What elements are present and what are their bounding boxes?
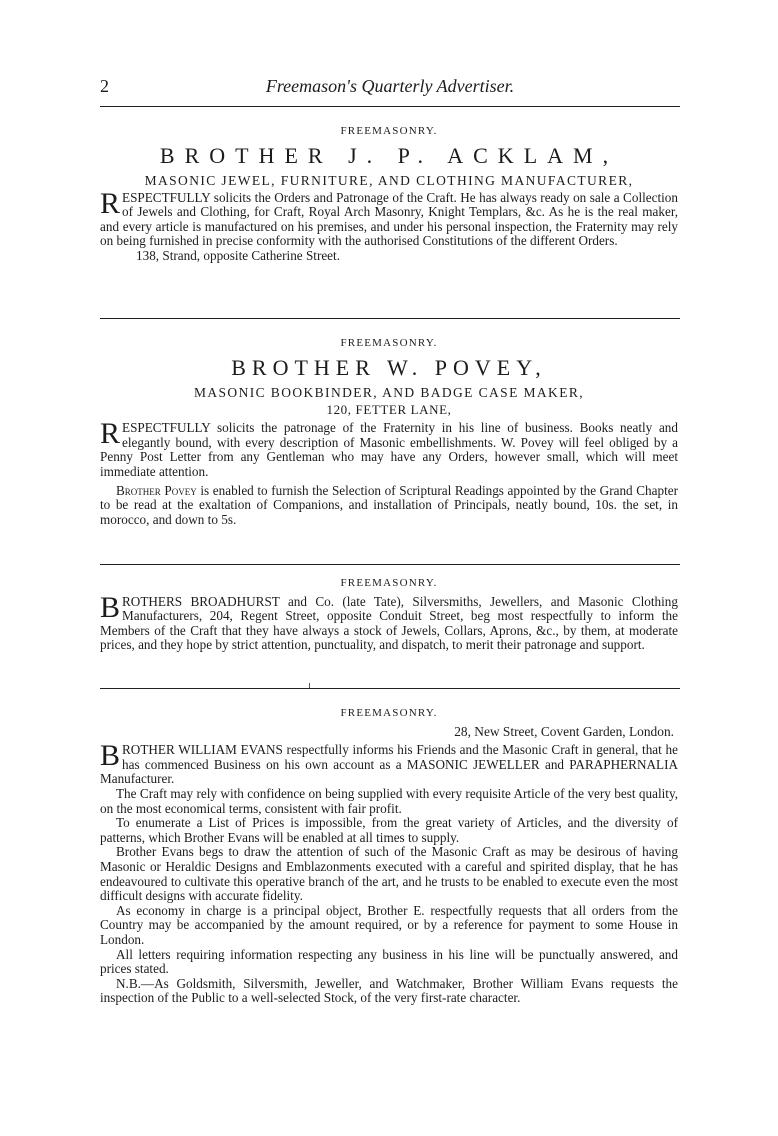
advert-body-text: ESPECTFULLY solicits the Orders and Patronage of the Craft. He has always ready on sale a Collection of Jewels and Clothing, for Craft, Royal Arch Masonry, Knight Templars, &c. As he is the real maker, and every article is manufactured on his premises, and under his personal inspection, the Fraternity may rely on being furnished in precise conformity with the authorised Constitutions of the different Orders. [100,189,678,249]
advert-body-text: ROTHER WILLIAM EVANS respectfully informs his Friends and the Masonic Craft in general, that he has commenced Business on his own account as a MASONIC JEWELLER and PARAPHERNALIA Manufacturer. [100,742,678,787]
advertiser-trade: MASONIC BOOKBINDER, AND BADGE CASE MAKER, [193,384,585,400]
advert-paragraph: The Craft may rely with confidence on being supplied with every requisite Article of the very best quality, on the most economical terms, consistent with fair profit. [100,785,678,816]
section-rule [100,688,680,689]
advertiser-name-smallcaps: Brother Povey [116,482,197,498]
advert-paragraph: N.B.—As Goldsmith, Silversmith, Jeweller, and Watchmaker, Brother William Evans requests the inspection of the Public to a well-selected Stock, of the very first-rate character. [100,975,678,1006]
advert-body [100,417,678,479]
drop-cap: B [100,590,121,624]
advertiser-trade: MASONIC JEWEL, FURNITURE, AND CLOTHING MANUFACTURER, [144,172,634,188]
advert-body [100,186,678,249]
advertiser-address: 28, New Street, Covent Garden, London. [454,723,674,739]
header-rule [100,106,680,107]
drop-cap: R [100,417,121,451]
page-header [100,76,680,104]
advert-heading: FREEMASONRY. [340,337,438,349]
advert-paragraph: As economy in charge is a principal object, Brother E. respectfully requests that all orders from the Country may be accompanied by the amount required, or by a reference for payment to some House in London. [100,902,678,947]
advert-body-text: ESPECTFULLY solicits the patronage of the Fraternity in his line of business. Books neatly and elegantly bound, with every description of Masonic embellishments. W. Povey will feel obliged by a Penny Post Letter from any Gentleman who may have any Orders, however small, which will meet immediate attention. [100,420,678,479]
advert-povey [100,336,678,527]
drop-cap: B [100,739,121,773]
section-rule [100,564,680,565]
advert-paragraph: Brother Evans begs to draw the attention of such of the Masonic Craft as may be desirous of having Masonic or Heraldic Designs and Emblazonments executed with a careful and spirited display, that he has endeavoured to cultivate this operative branch of the art, and he trusts to be enabled to execute even the most difficult designs with accurate fidelity. [100,844,678,904]
advertiser-address: 138, Strand, opposite Catherine Street. [136,247,341,263]
section-rule [100,318,680,319]
advert-body [100,590,678,653]
page-number: 2 [100,76,109,96]
advert-evans [100,706,678,1006]
advert-paragraph: All letters requiring information respecting any business in his line will be punctually answered, and prices stated. [100,946,678,977]
advert-acklam [100,124,678,264]
advert-body-text: ROTHERS BROADHURST and Co. (late Tate), Silversmiths, Jewellers, and Masonic Clothing Manufacturers, 204, Regent Street, opposite Conduit Street, beg most respectfully to inform the Members of the Craft that they have always a stock of Jewels, Collars, Aprons, &c., by them, at moderate prices, and they hope by strict attention, punctuality, and dispatch, to merit their patronage and support. [100,593,678,653]
advert-body [100,739,678,787]
drop-cap: R [100,186,121,220]
advert-heading: FREEMASONRY. [340,125,438,137]
advert-heading: FREEMASONRY. [340,577,438,589]
advert-body-secondary [100,484,678,528]
advertiser-name: BROTHER W. POVEY, [231,354,547,380]
advertiser-name: BROTHER J. P. ACKLAM, [159,142,619,168]
advertiser-address: 120, FETTER LANE, [326,401,452,417]
rule-tick-mark [309,683,310,688]
advert-heading: FREEMASONRY. [340,707,438,719]
advert-paragraph: To enumerate a List of Prices is impossible, from the great variety of Articles, and the diversity of patterns, which Brother Evans will be enabled at all times to supply. [100,815,678,845]
running-title: Freemason's Quarterly Advertiser. [265,76,515,96]
advert-body-text: is enabled to furnish the Selection of Scriptural Readings appointed by the Grand Chapter to be read at the exaltation of Companions, and installation of Principals, neatly bound, 10s. the set, in morocco, and down to 5s. [100,482,678,527]
advert-broadhurst [100,576,678,653]
